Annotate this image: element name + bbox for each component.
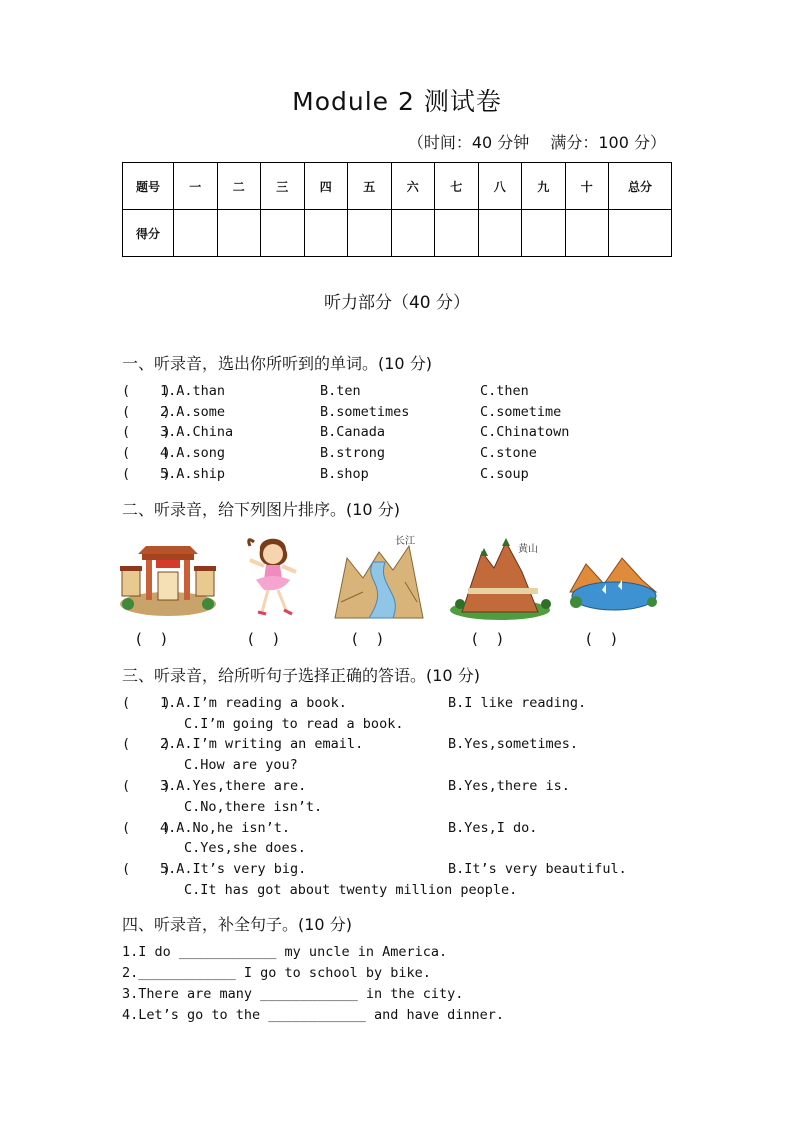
answer-paren[interactable]: ( )	[122, 445, 171, 461]
score-label: 得分	[123, 210, 174, 257]
list-item	[122, 404, 562, 424]
section3-title: 三、听录音，给所听句子选择正确的答语。(10 分)	[122, 666, 480, 685]
list-item	[122, 778, 570, 798]
option-b: B.I like reading.	[448, 695, 587, 711]
score-table	[122, 162, 672, 257]
answer-paren[interactable]: ( )	[122, 424, 171, 440]
score-cell[interactable]	[391, 210, 435, 257]
option-c: C.Chinatown	[480, 424, 570, 440]
list-item	[122, 820, 538, 840]
answer-paren[interactable]: ( )	[122, 736, 171, 752]
changjiang-label: 长江	[395, 536, 415, 547]
score-col: 五	[348, 163, 392, 210]
option-c: C.Yes,she does.	[184, 840, 306, 856]
option-b: B.ten	[320, 383, 361, 399]
order-paren[interactable]: ( )	[248, 630, 279, 648]
page-title: Module 2 测试卷	[292, 87, 502, 116]
order-paren[interactable]: ( )	[586, 630, 617, 648]
list-item	[122, 383, 529, 403]
score-col: 八	[478, 163, 522, 210]
yangtze-river-picture	[333, 532, 425, 624]
answer-paren[interactable]: ( )	[122, 778, 171, 794]
listening-heading: 听力部分（40 分）	[323, 293, 471, 313]
option-b: B.strong	[320, 445, 386, 461]
option-c: C.soup	[480, 466, 529, 482]
score-col: 二	[217, 163, 261, 210]
score-cell[interactable]	[435, 210, 479, 257]
score-cell[interactable]	[565, 210, 609, 257]
picture-row	[118, 532, 678, 632]
score-cell[interactable]	[217, 210, 261, 257]
option-b: B.It’s very beautiful.	[448, 861, 627, 877]
list-item-continued	[122, 799, 323, 819]
section1-title: 一、听录音，选出你所听到的单词。(10 分)	[122, 354, 432, 373]
option-a: 1.A.than	[160, 383, 226, 399]
score-col: 七	[435, 163, 479, 210]
score-cell[interactable]	[348, 210, 392, 257]
score-cell[interactable]	[609, 210, 672, 257]
list-item-continued	[122, 882, 518, 902]
option-b: B.Canada	[320, 424, 386, 440]
option-a: 3.A.Yes,there are.	[160, 778, 307, 794]
score-col: 十	[565, 163, 609, 210]
score-cell[interactable]	[522, 210, 566, 257]
option-a: 2.A.some	[160, 404, 226, 420]
option-c: C.then	[480, 383, 529, 399]
order-paren[interactable]: ( )	[136, 630, 167, 648]
option-b: B.shop	[320, 466, 369, 482]
list-item	[122, 736, 579, 756]
score-table-header-row	[123, 163, 672, 210]
option-a: 1.A.I’m reading a book.	[160, 695, 347, 711]
option-b: B.Yes,there is.	[448, 778, 570, 794]
huangshan-mountain-picture	[450, 532, 556, 624]
answer-paren[interactable]: ( )	[122, 383, 171, 399]
list-item	[122, 424, 570, 444]
score-col: 九	[522, 163, 566, 210]
score-cell[interactable]	[174, 210, 218, 257]
option-c: C.sometime	[480, 404, 562, 420]
option-b: B.sometimes	[320, 404, 410, 420]
list-item-continued	[122, 757, 298, 777]
list-item-continued	[122, 840, 306, 860]
option-a: 3.A.China	[160, 424, 234, 440]
option-c: C.How are you?	[184, 757, 298, 773]
option-a: 5.A.It’s very big.	[160, 861, 307, 877]
huangshan-label: 黄山	[518, 544, 538, 555]
score-col: 一	[174, 163, 218, 210]
fill-blank-line[interactable]: 1.I do ____________ my uncle in America.	[122, 944, 448, 960]
exam-info: （时间：40 分钟 满分：100 分）	[407, 133, 666, 152]
option-c: C.I’m going to read a book.	[184, 716, 404, 732]
option-c: C.No,there isn’t.	[184, 799, 323, 815]
fill-blank-line[interactable]: 3.There are many ____________ in the city.	[122, 986, 464, 1002]
question-number-label: 题号	[123, 163, 174, 210]
list-item	[122, 861, 627, 881]
score-col: 六	[391, 163, 435, 210]
order-paren[interactable]: ( )	[352, 630, 383, 648]
option-c: C.It has got about twenty million people.	[184, 882, 518, 898]
option-a: 5.A.ship	[160, 466, 226, 482]
list-item	[122, 466, 529, 486]
score-cell[interactable]	[261, 210, 305, 257]
fill-blank-line[interactable]: 4.Let’s go to the ____________ and have dinner.	[122, 1007, 505, 1023]
section2-title: 二、听录音，给下列图片排序。(10 分)	[122, 500, 400, 519]
score-table-score-row	[123, 210, 672, 257]
answer-paren[interactable]: ( )	[122, 466, 171, 482]
score-cell[interactable]	[478, 210, 522, 257]
fill-blank-line[interactable]: 2.____________ I go to school by bike.	[122, 965, 431, 981]
list-item	[122, 445, 537, 465]
lake-picture	[566, 532, 660, 624]
list-item-continued	[122, 716, 404, 736]
answer-paren[interactable]: ( )	[122, 404, 171, 420]
score-cell[interactable]	[304, 210, 348, 257]
option-a: 2.A.I’m writing an email.	[160, 736, 364, 752]
list-item	[122, 695, 587, 715]
option-c: C.stone	[480, 445, 537, 461]
order-paren[interactable]: ( )	[472, 630, 503, 648]
score-col: 三	[261, 163, 305, 210]
option-a: 4.A.song	[160, 445, 226, 461]
dancing-girl-picture	[236, 532, 316, 624]
archway-picture	[118, 532, 218, 622]
option-b: B.Yes,I do.	[448, 820, 538, 836]
answer-paren[interactable]: ( )	[122, 695, 171, 711]
total-label: 总分	[609, 163, 672, 210]
section4-title: 四、听录音，补全句子。(10 分)	[122, 915, 352, 934]
answer-paren[interactable]: ( )	[122, 820, 171, 836]
option-a: 4.A.No,he isn’t.	[160, 820, 291, 836]
option-b: B.Yes,sometimes.	[448, 736, 579, 752]
answer-paren[interactable]: ( )	[122, 861, 171, 877]
score-col: 四	[304, 163, 348, 210]
